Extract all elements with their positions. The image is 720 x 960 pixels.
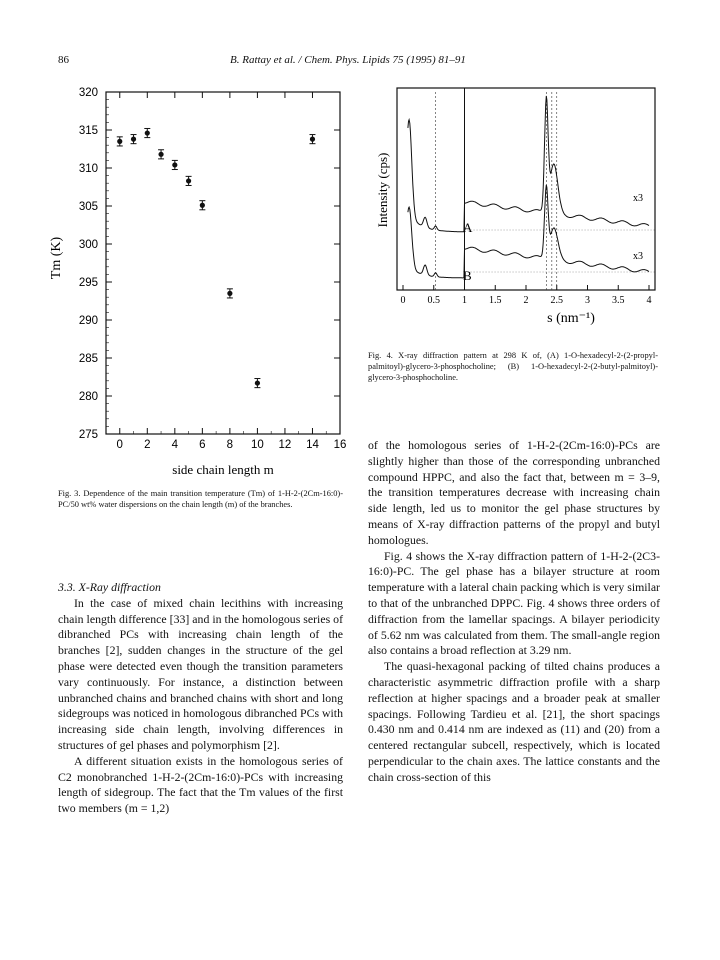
figure-4-caption: Fig. 4. X-ray diffraction pattern at 298 K of, (A) 1-O-hexadecyl-2-(2-propyl-palmitoyl)-glycero-3-phosphocholine; (B) 1-O-hexadecyl-2-(2-butyl-palmitoyl)-glycero-3-phosphocholine.	[368, 351, 658, 383]
fig3-plot-frame	[106, 92, 340, 434]
x-tick-label: 0	[400, 295, 406, 306]
data-point	[117, 137, 123, 146]
x-tick-label: 8	[226, 439, 234, 451]
fig4-ticks	[401, 285, 652, 306]
paragraph: A different situation exists in the homologous series of C2 monobranched 1-H-2-(2Cm-16:0)-PCs with increasing length of sidegroup. The fact that the Tm values of the first two members (m = 1,2)	[58, 753, 343, 816]
paragraph: of the homologous series of 1-H-2-(2Cm-16:0)-PCs are slightly higher than those of the corresponding unbranched compound HPPC, and also the fact that, between m = 3–9, the transition temperatures decrease with increasing chain side length, led us to monitor the gel phase structures by means of X-ray diffraction patterns of the propyl and butyl homologues.	[368, 438, 660, 547]
point-marker	[158, 152, 163, 157]
x-tick-label: 1	[462, 295, 467, 306]
x-tick-label: 2	[523, 295, 529, 306]
data-point	[186, 176, 192, 185]
right-column-text	[368, 438, 660, 786]
point-marker	[310, 137, 315, 142]
figure-3-caption: Fig. 3. Dependence of the main transition temperature (Tm) of 1-H-2-(2Cm-16:0)-PC/50 wt% water dispersions on the chain length (m) of the branches.	[58, 489, 343, 510]
y-tick-label: 310	[78, 163, 98, 175]
fig4-y-axis-label: Intensity (cps)	[375, 152, 390, 228]
y-tick-label: 315	[78, 125, 98, 137]
x-tick-label: 0.5	[427, 295, 440, 306]
fig3-data-points	[117, 128, 316, 387]
fig4-annotation-x3-upper: x3	[633, 193, 643, 204]
running-head: B. Rattay et al. / Chem. Phys. Lipids 75 (1995) 81–91	[230, 54, 466, 66]
point-marker	[131, 137, 136, 142]
point-marker	[200, 203, 205, 208]
data-point	[172, 160, 178, 169]
fig4-series-label-B: B	[463, 268, 472, 283]
fig3-x-axis-label: side chain length m	[172, 462, 274, 477]
x-tick-label: 0	[116, 439, 123, 451]
fig4-x-axis-label: s (nm⁻¹)	[547, 311, 595, 326]
y-tick-label: 295	[78, 277, 98, 289]
x-tick-label: 2	[144, 439, 151, 451]
x-tick-label: 16	[333, 439, 347, 451]
data-point	[254, 379, 260, 388]
data-point	[199, 201, 205, 210]
y-tick-label: 280	[78, 391, 98, 403]
page-number: 86	[58, 54, 69, 66]
point-marker	[117, 139, 122, 144]
x-tick-label: 2.5	[550, 295, 563, 306]
y-tick-label: 320	[78, 87, 98, 99]
fig4-curve-A	[408, 96, 649, 232]
left-column-text	[58, 580, 343, 817]
data-point	[131, 135, 137, 144]
point-marker	[145, 130, 150, 135]
paragraph: Fig. 4 shows the X-ray diffraction pattern of 1-H-2-(2C3-16:0)-PC. The gel phase has a bilayer structure at room temperature with a lateral chain packing which is very similar to that of the unbranched DPPC. Fig. 4 shows three orders of diffraction from the lamellar spacings. A bilayer periodicity of 5.62 nm was calculated from them. The small-angle region also contains a broad reflection at 3.29 nm.	[368, 548, 660, 658]
figure-3-chart	[40, 78, 347, 477]
data-point	[227, 289, 233, 298]
fig3-y-axis-label: Tm (K)	[49, 236, 64, 280]
y-tick-label: 305	[78, 201, 98, 213]
figure-4-chart	[365, 80, 685, 350]
point-marker	[186, 178, 191, 183]
point-marker	[172, 162, 177, 167]
x-tick-label: 1.5	[489, 295, 502, 306]
y-tick-label: 290	[78, 315, 98, 327]
data-point	[158, 150, 164, 159]
fig3-frame	[106, 92, 340, 434]
x-tick-label: 4	[171, 439, 179, 451]
point-marker	[255, 380, 260, 385]
paragraph: The quasi-hexagonal packing of tilted chains produces a characteristic asymmetric diffraction profile with a sharp reflection at higher spacings and a broader peak at smaller spacings. Following Tardieu et al. [21], the short spacings 0.430 nm and 0.414 nm are indexed as (11) and (20) from a centered rectangular subcell, respectively, which is located perpendicular to the chain axes. The lattice constants and the chain cross-section of this	[368, 659, 660, 784]
x-tick-label: 12	[278, 439, 292, 451]
section-heading: 3.3. X-Ray diffraction	[58, 580, 161, 594]
x-tick-label: 3.5	[612, 295, 625, 306]
x-tick-label: 10	[251, 439, 264, 451]
x-tick-label: 3	[585, 295, 590, 306]
data-point	[144, 128, 150, 137]
y-tick-label: 285	[78, 353, 98, 365]
x-tick-label: 4	[646, 295, 652, 306]
paragraph: In the case of mixed chain lecithins with increasing chain length difference [33] and in the homologous series of dibranched PCs with increasing chain length of the branches [2], sudden changes in the structure of the gel phase were detected even though the transition parameters vary continuously. For instance, a distinction between unbranched chains and branched chains with short and long sidegroups was noticed in homologous dibranched PCs with increasing side chain length, involving differences in structures of gel phases and polymorphism [2].	[58, 595, 343, 752]
fig4-annotation-x3-lower: x3	[633, 251, 643, 262]
x-tick-label: 14	[306, 439, 319, 451]
y-tick-label: 275	[78, 429, 98, 441]
data-point	[309, 135, 315, 144]
fig4-series-label-A: A	[463, 220, 473, 235]
x-tick-label: 6	[199, 439, 206, 451]
point-marker	[227, 291, 232, 296]
y-tick-label: 300	[78, 239, 98, 251]
